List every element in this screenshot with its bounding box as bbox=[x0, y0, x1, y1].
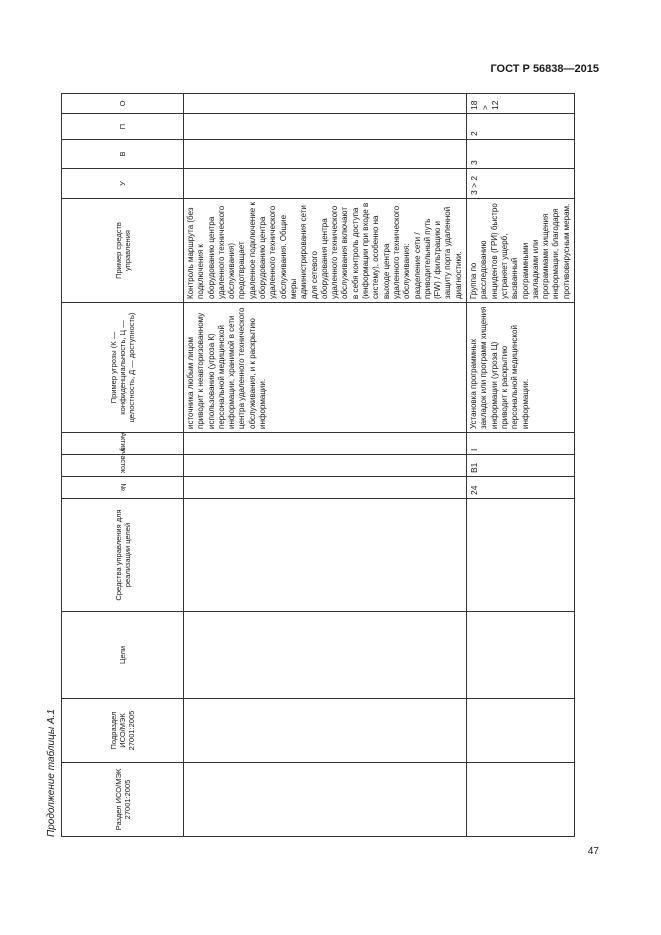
page-number: 47 bbox=[587, 846, 599, 857]
cell-controls bbox=[184, 499, 467, 612]
cell-threat: источника любым лицом приводит к неавторизованному использованию (угроза К) персональной медицинской информации, хранимой в сети центра удаленного технического обслуживания, и к раскрытию информации. bbox=[184, 303, 467, 433]
cell-p bbox=[184, 114, 467, 140]
cell-controls bbox=[467, 499, 575, 612]
cell-u bbox=[184, 169, 467, 199]
col-header-asset-text: Актив bbox=[119, 432, 126, 451]
col-header-subsection: Подраздел ИСО/МЭК 27001:2005 bbox=[62, 699, 184, 763]
cell-site bbox=[184, 455, 467, 477]
cell-threat: Установка программных закладок или программ хищения информации (угроза Ц) приводит к раскрытию персональной медицинской информации. bbox=[467, 303, 575, 433]
col-header-p: П bbox=[62, 114, 184, 140]
rotated-table-block bbox=[46, 94, 576, 837]
cell-subsection bbox=[467, 699, 575, 763]
table-row bbox=[184, 94, 467, 837]
cell-number: 24 bbox=[467, 477, 575, 499]
col-header-control-example: Пример средств управления bbox=[62, 199, 184, 303]
cell-u: 3 > 2 bbox=[467, 169, 575, 199]
col-header-goals: Цели bbox=[62, 612, 184, 699]
cell-number bbox=[184, 477, 467, 499]
cell-goals bbox=[184, 612, 467, 699]
col-header-o: О bbox=[62, 94, 184, 114]
cell-v: 3 bbox=[467, 140, 575, 169]
cell-subsection bbox=[184, 699, 467, 763]
cell-control-example: Контроль маршрута (без подключения к оборудованию центра удаленного технического обслуживания) предотвращает удаленное подключение к оборудованию центра удаленного технического обслуживания. Общие меры администрирования сети для сетевого оборудования центра удаленного технического обслуживания включают в себя контроль доступа (информации при входе в систему), особенно на выходе центра удаленного технического обслуживания: разделение сети / приводительный путь (FW) / фильтрацию и защиту порта удаленной диагностики. bbox=[184, 199, 467, 303]
col-header-number-text: № bbox=[119, 483, 126, 492]
col-header-site-text: участок bbox=[119, 448, 126, 473]
table-caption: Продолжение таблицы А.1 bbox=[46, 709, 57, 837]
cell-site: B1 bbox=[467, 455, 575, 477]
document-header: ГОСТ Р 56838—2015 bbox=[490, 63, 599, 75]
cell-asset bbox=[184, 433, 467, 455]
cell-section bbox=[467, 763, 575, 837]
cell-v bbox=[184, 140, 467, 169]
col-header-v: В bbox=[62, 140, 184, 169]
col-header-site bbox=[62, 448, 184, 477]
cell-section bbox=[184, 763, 467, 837]
cell-o bbox=[184, 94, 467, 114]
table-header-row bbox=[62, 94, 184, 837]
col-header-asset bbox=[62, 433, 184, 455]
cell-p: 2 bbox=[467, 114, 575, 140]
cell-goals bbox=[467, 612, 575, 699]
col-header-u: У bbox=[62, 169, 184, 199]
cell-asset: I bbox=[467, 433, 575, 455]
table-row bbox=[467, 94, 575, 837]
cell-o: 18 > 12 bbox=[467, 94, 575, 114]
col-header-threat: Пример угрозы (К — конфиденциальность, Ц — целостность, Д — доступность) bbox=[62, 303, 184, 433]
threat-table bbox=[61, 93, 575, 837]
col-header-number bbox=[62, 477, 184, 499]
col-header-controls: Средства управления для реализации целей bbox=[62, 499, 184, 612]
cell-control-example: Группа по расследованию инцидентов (ГРИ) быстро устраняет ущерб, вызванный программными закладками или программами хищения информации, благодаря противовирусным мерам. bbox=[467, 199, 575, 303]
col-header-section: Раздел ИСО/МЭК 27001:2005 bbox=[62, 763, 184, 837]
